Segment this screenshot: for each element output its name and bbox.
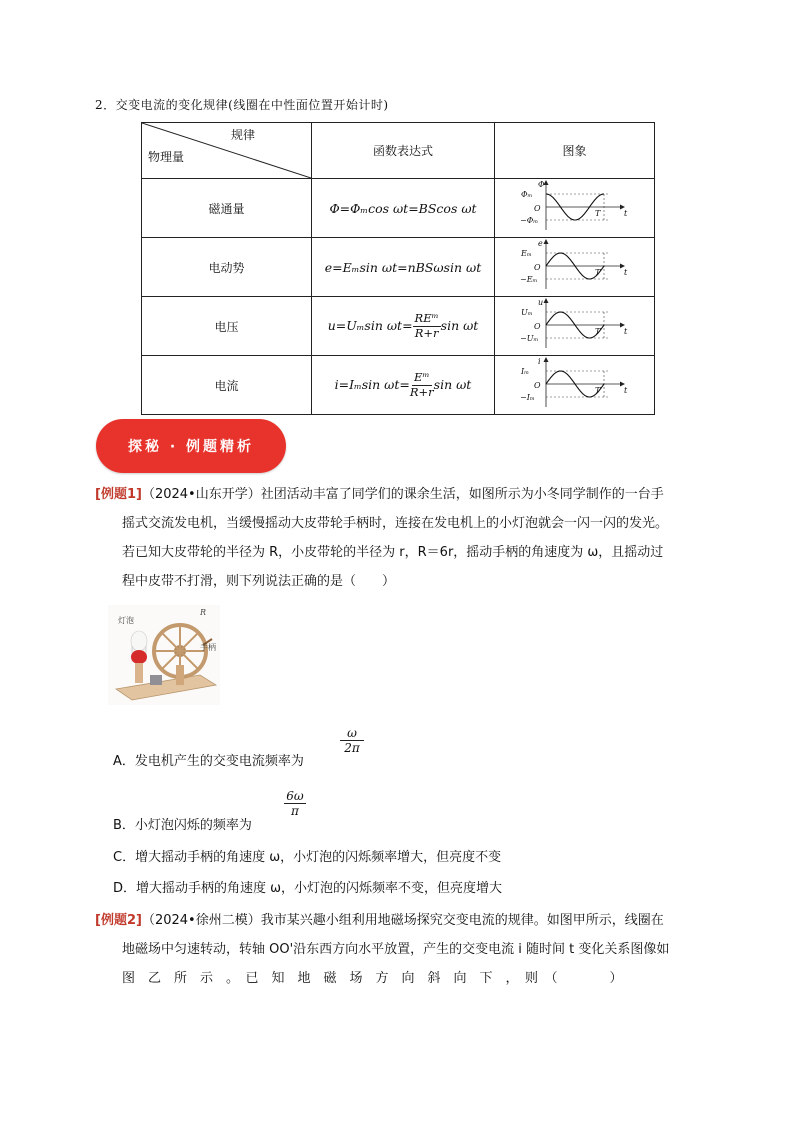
- section-heading: 2．交变电流的变化规律(线圈在中性面位置开始计时): [95, 98, 389, 112]
- origin-label: O: [533, 262, 541, 272]
- wave-graph: [520, 180, 630, 234]
- graph-cell: [495, 238, 655, 297]
- x-axis-label: t: [623, 208, 627, 218]
- quantity-cell: 电动势: [142, 238, 312, 297]
- generator-figure: [108, 605, 220, 705]
- max-label: Uₘ: [520, 307, 533, 317]
- graph-cell: [495, 356, 655, 415]
- quantity-cell: 磁通量: [142, 179, 312, 238]
- y-axis-label: u: [537, 297, 543, 307]
- period-label: T: [594, 208, 600, 218]
- formula-cell: Φ=Φₘcos ωt=BScos ωt: [312, 179, 495, 238]
- option-a-fraction: [340, 726, 364, 755]
- table-row: [142, 356, 655, 415]
- example2-tag: [例题2]: [95, 913, 142, 928]
- formula-cell: [312, 297, 495, 356]
- wave-graph: [520, 357, 630, 411]
- header-graph: 图象: [495, 123, 655, 179]
- origin-label: O: [533, 321, 541, 331]
- y-axis-label: Φ: [537, 179, 545, 189]
- header-quantity-label: 物理量: [148, 150, 185, 164]
- y-axis-arrow: [543, 298, 548, 303]
- header-formula: 函数表达式: [312, 123, 495, 179]
- origin-label: O: [533, 203, 541, 213]
- figure-label-bulb: 灯泡: [118, 616, 134, 625]
- formula-fraction: [413, 312, 441, 341]
- period-label: T: [594, 326, 600, 336]
- y-axis-arrow: [543, 239, 548, 244]
- fraction-numerator: Eᵐ: [414, 369, 430, 384]
- period-label: T: [594, 267, 600, 277]
- min-label: −Uₘ: [519, 333, 538, 343]
- formula-suffix: sin ωt: [433, 376, 472, 392]
- formula-cell: [312, 356, 495, 415]
- fraction-denominator: π: [291, 804, 299, 818]
- example2-text: [95, 906, 705, 993]
- example2-line: （2024•徐州二模）我市某兴趣小组利用地磁场探究交变电流的规律。如图甲所示，线圈在: [141, 913, 664, 928]
- fraction-denominator: R+r: [409, 384, 434, 399]
- option-d: D．增大摇动手柄的角速度 ω，小灯泡的闪烁频率不变，但亮度增大: [113, 881, 503, 896]
- fraction-numerator: REᵐ: [414, 310, 439, 325]
- header-diagonal-cell: [142, 123, 312, 179]
- graph-cell: [495, 179, 655, 238]
- formula-prefix: i=Iₘsin ωt=: [334, 376, 410, 392]
- table-row: [142, 238, 655, 297]
- formula-prefix: u=Uₘsin ωt=: [327, 317, 413, 333]
- table-header-row: [142, 123, 655, 179]
- formula-fraction: [410, 371, 434, 400]
- law-table: [141, 122, 655, 415]
- max-label: Eₘ: [520, 248, 532, 258]
- example1-line: 摇式交流发电机，当缓慢摇动大皮带轮手柄时，连接在发电机上的小灯泡就会一闪一闪的发光。: [122, 516, 669, 531]
- fraction-numerator: ω: [340, 726, 364, 741]
- min-label: −Eₘ: [519, 274, 537, 284]
- x-axis-label: t: [623, 326, 627, 336]
- table-row: [142, 297, 655, 356]
- section-badge: 探秘 · 例题精析: [96, 419, 286, 473]
- example2-line: 地磁场中匀速转动，转轴 OO'沿东西方向水平放置，产生的交变电流 i 随时间 t 变化关系图像如: [122, 942, 670, 957]
- y-axis-arrow: [543, 357, 548, 362]
- example1-tag: [例题1]: [95, 487, 142, 502]
- example1-text: [95, 480, 705, 596]
- fraction-denominator: R+r: [414, 325, 439, 340]
- quantity-cell: 电流: [142, 356, 312, 415]
- period-label: T: [594, 385, 600, 395]
- option-b-fraction: [284, 789, 306, 818]
- formula-cell: e=Eₘsin ωt=nBSωsin ωt: [312, 238, 495, 297]
- origin-label: O: [533, 380, 541, 390]
- header-law-label: 规律: [230, 128, 255, 142]
- example2-line: 图 乙 所 示 。 已 知 地 磁 场 方 向 斜 向 下 ， 则 （ ）: [122, 971, 623, 986]
- y-axis-label: i: [537, 356, 541, 366]
- max-label: Iₘ: [520, 366, 529, 376]
- example1-line: 程中皮带不打滑，则下列说法正确的是（ ）: [122, 574, 396, 589]
- example1-line: 若已知大皮带轮的半径为 R，小皮带轮的半径为 r，R＝6r，摇动手柄的角速度为 ω，且摇动过: [122, 545, 664, 560]
- figure-label-radius: R: [200, 608, 207, 617]
- x-axis-label: t: [623, 267, 627, 277]
- graph-cell: [495, 297, 655, 356]
- y-axis-label: e: [537, 238, 543, 248]
- max-label: Φₘ: [520, 189, 532, 199]
- wave-graph: [520, 298, 630, 352]
- quantity-cell: 电压: [142, 297, 312, 356]
- min-label: −Φₘ: [519, 215, 538, 225]
- min-label: −Iₘ: [519, 392, 535, 402]
- example1-line: （2024•山东开学）社团活动丰富了同学们的课余生活，如图所示为小冬同学制作的一台手: [141, 487, 664, 502]
- formula-suffix: sin ωt: [440, 317, 479, 333]
- wave-graph: [520, 239, 630, 293]
- option-b: B．小灯泡闪烁的频率为: [113, 818, 252, 833]
- fraction-denominator: 2π: [344, 741, 360, 755]
- figure-label-handle: 手柄: [200, 643, 216, 652]
- fraction-numerator: 6ω: [284, 789, 306, 804]
- option-a: A．发电机产生的交变电流频率为: [113, 754, 304, 769]
- table-row: [142, 179, 655, 238]
- x-axis-label: t: [623, 385, 627, 395]
- option-c: C．增大摇动手柄的角速度 ω，小灯泡的闪烁频率增大，但亮度不变: [113, 850, 502, 865]
